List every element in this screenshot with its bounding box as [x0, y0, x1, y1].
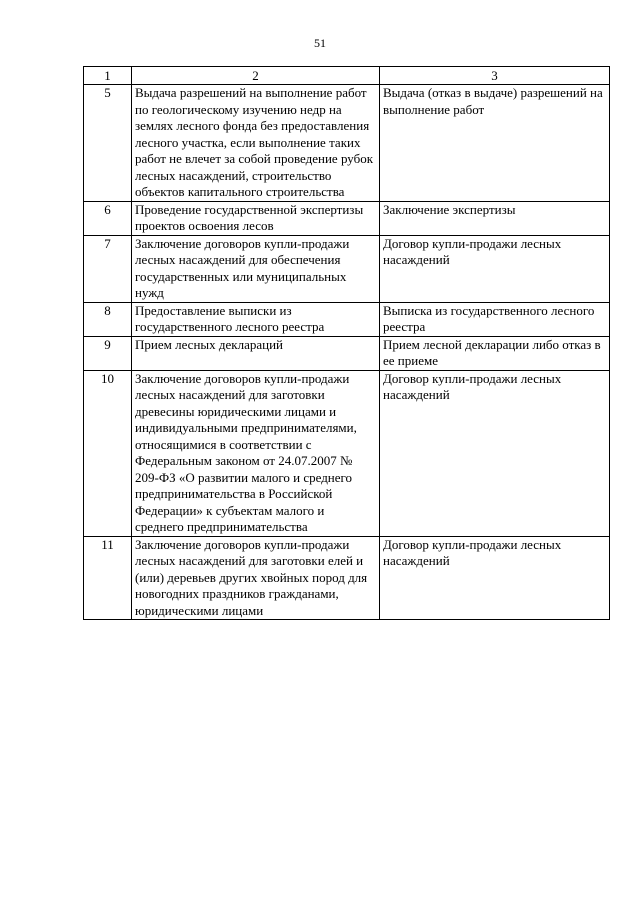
service-result: Договор купли-продажи лесных насаждений — [380, 370, 610, 536]
row-number: 7 — [84, 235, 132, 302]
table-header-row — [84, 67, 610, 85]
column-header-2: 2 — [132, 67, 380, 85]
row-number: 8 — [84, 302, 132, 336]
services-table — [83, 66, 610, 620]
table-row — [84, 536, 610, 620]
service-result: Договор купли-продажи лесных насаждений — [380, 235, 610, 302]
row-number: 11 — [84, 536, 132, 620]
service-result: Договор купли-продажи лесных насаждений — [380, 536, 610, 620]
table-row — [84, 336, 610, 370]
row-number: 6 — [84, 201, 132, 235]
service-name: Заключение договоров купли-продажи лесных насаждений для заготовки елей и (или) деревьев других хвойных пород для новогодних праздников гражданами, юридическими лицами — [132, 536, 380, 620]
row-number: 9 — [84, 336, 132, 370]
service-result: Выдача (отказ в выдаче) разрешений на выполнение работ — [380, 85, 610, 202]
service-name: Проведение государственной экспертизы проектов освоения лесов — [132, 201, 380, 235]
service-name: Заключение договоров купли-продажи лесных насаждений для обеспечения государственных или муниципальных нужд — [132, 235, 380, 302]
table-row — [84, 302, 610, 336]
table-row — [84, 235, 610, 302]
column-header-1: 1 — [84, 67, 132, 85]
column-header-3: 3 — [380, 67, 610, 85]
page-number: 51 — [314, 36, 326, 50]
table-row — [84, 370, 610, 536]
service-name: Прием лесных деклараций — [132, 336, 380, 370]
row-number: 5 — [84, 85, 132, 202]
table-row — [84, 201, 610, 235]
service-name: Выдача разрешений на выполнение работ по геологическому изучению недр на землях лесного фонда без предоставления лесного участка, если выполнение таких работ не влечет за собой проведение рубок лесных насаждений, строительство объектов капитального строительства — [132, 85, 380, 202]
service-name: Заключение договоров купли-продажи лесных насаждений для заготовки древесины юридическими лицами и индивидуальными предпринимателями, относящимися в соответствии с Федеральным законом от 24.07.2007 № 209-ФЗ «О развитии малого и среднего предпринимательства в Российской Федерации» к субъектам малого и среднего предпринимательства — [132, 370, 380, 536]
service-result: Заключение экспертизы — [380, 201, 610, 235]
service-result: Прием лесной декларации либо отказ в ее приеме — [380, 336, 610, 370]
table-row — [84, 85, 610, 202]
service-name: Предоставление выписки из государственного лесного реестра — [132, 302, 380, 336]
service-result: Выписка из государственного лесного реестра — [380, 302, 610, 336]
row-number: 10 — [84, 370, 132, 536]
